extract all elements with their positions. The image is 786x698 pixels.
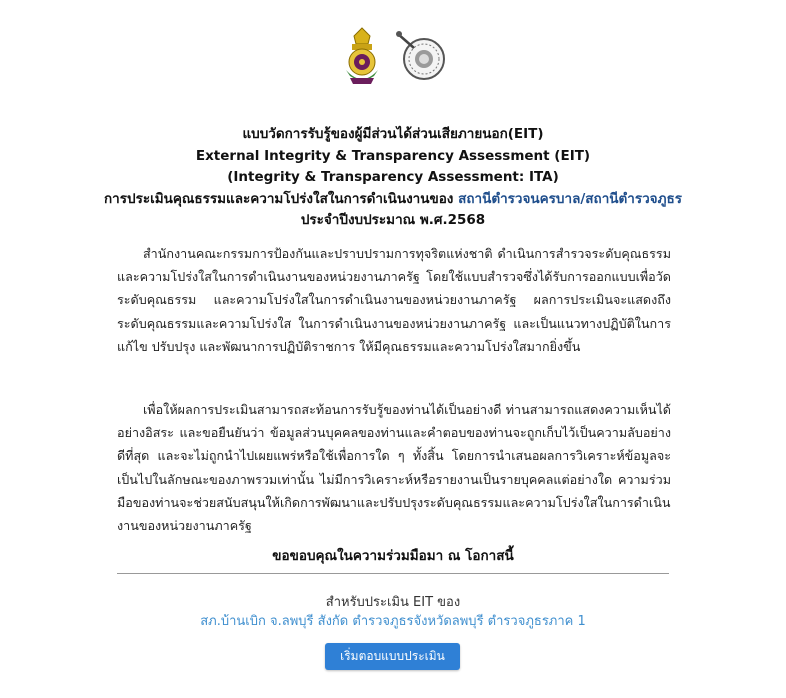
intro-paragraph-text: สำนักงานคณะกรรมการป้องกันและปราบปรามการทุจริตแห่งชาติ ดำเนินการสำรวจระดับคุณธรรม และความโปร่งใสในการดำเนินงานของหน่วยงานภาครัฐ โดยใช้แบบสำรวจซึ่งได้รับการออกแบบเพื่อวัดระดับคุณธรรม และความโปร่งใสในการดำเนินงานของหน่วยงานภาครัฐ ผลการประเมินจะแสดงถึงระดับคุณธรรมและความโปร่งใส ในการดำเนินงานของหน่วยงานภาครัฐ และเป็นแนวทางปฏิบัติในการแก้ไข ปรับปรุง และพัฒนาการปฏิบัติราชการ ให้มีคุณธรรมและความโปร่งใสมากยิ่งขึ้น [117, 246, 671, 354]
police-emblem-icon [340, 26, 384, 88]
title-ita: (Integrity & Transparency Assessment: ITA) [227, 169, 559, 185]
divider [117, 573, 669, 574]
privacy-paragraph [117, 398, 671, 537]
intro-paragraph [117, 242, 671, 358]
nacc-seal-icon [394, 26, 446, 88]
logo-bar [0, 26, 786, 88]
start-survey-button[interactable]: เริ่มตอบแบบประเมิน [325, 643, 460, 670]
title-agency-type: สถานีตำรวจนครบาล/สถานีตำรวจภูธร [458, 190, 682, 207]
station-name: สภ.บ้านเบิก จ.ลพบุรี สังกัด ตำรวจภูธรจังหวัดลพบุรี ตำรวจภูธรภาค 1 [200, 614, 586, 629]
assessment-for-label: สำหรับประเมิน EIT ของ [325, 595, 461, 610]
thanks-message: ขอขอบคุณในความร่วมมือมา ณ โอกาสนี้ [272, 548, 514, 564]
title-english: External Integrity & Transparency Assessment (EIT) [195, 147, 591, 164]
survey-header [100, 124, 686, 232]
privacy-paragraph-text: เพื่อให้ผลการประเมินสามารถสะท้อนการรับรู้ของท่านได้เป็นอย่างดี ท่านสามารถแสดงความเห็นได้อย่างอิสระ และขอยืนยันว่า ข้อมูลส่วนบุคคลของท่านและคำตอบของท่านจะถูกเก็บไว้เป็นความลับอย่างดีที่สุด และจะไม่ถูกนำไปเผยแพร่หรือใช้เพื่อการใด ๆ ทั้งสิ้น โดยการนำเสนอผลการวิเคราะห์ข้อมูลจะเป็นไปในลักษณะของภาพรวมเท่านั้น ไม่มีการวิเคราะห์หรือรายงานเป็นรายบุคคลแต่อย่างใด ความร่วมมือของท่านจะช่วยสนับสนุนให้เกิดการพัฒนาและปรับปรุงระดับคุณธรรมและความโปร่งใสในการดำเนินงานของหน่วยงานภาครัฐ [117, 402, 671, 534]
title-thai: แบบวัดการรับรู้ของผู้มีส่วนได้ส่วนเสียภายนอก(EIT) [242, 126, 544, 142]
title-fiscal-year: ประจำปีงบประมาณ พ.ศ.2568 [300, 212, 486, 228]
title-assessment [100, 189, 686, 232]
title-assessment-prefix: การประเมินคุณธรรมและความโปร่งใสในการดำเนินงานของ [104, 190, 454, 207]
